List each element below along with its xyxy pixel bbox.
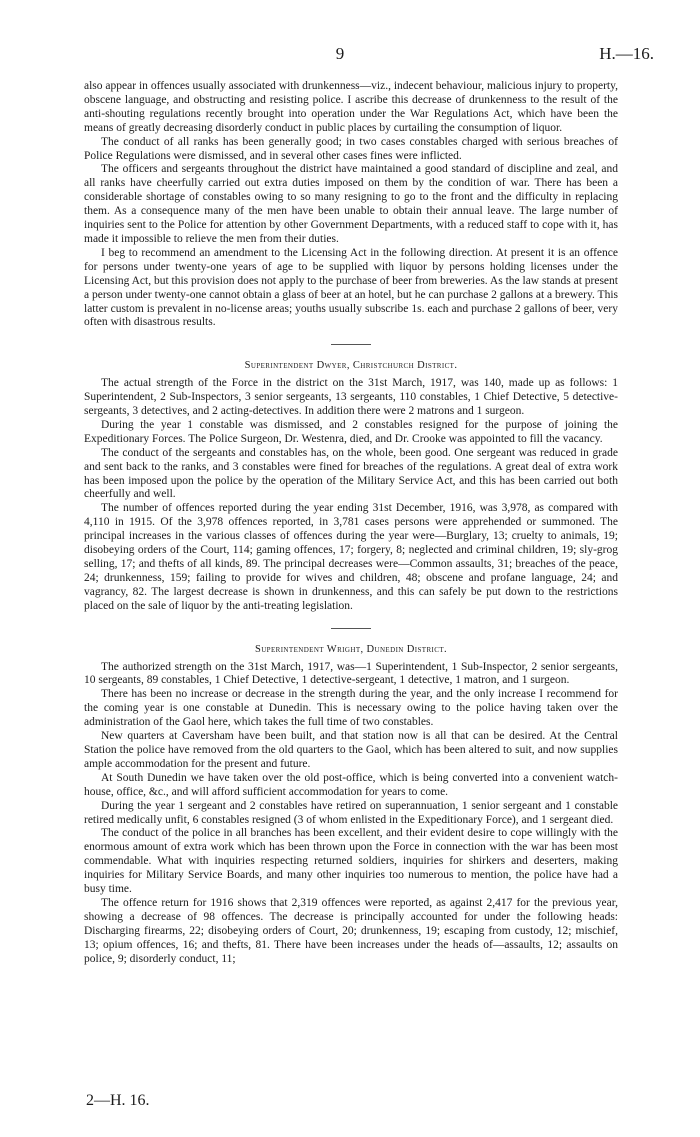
paragraph: I beg to recommend an amendment to the Licensing Act in the following direction. At present it is an offence for persons under twenty-one years of age to be supplied with liquor by persons holding licenses under the Licensing Act, but this provision does not apply to the purchase of beer from breweries. As the law stands at present a person under twenty-one cannot obtain a glass of beer at an hotel, but he can purchase 2 gallons at a brewery. This latter custom is prevalent in no-license areas; youths usually subscribe 1s. each and purchase 2 gallons of beer, very often with disastrous results. [84,246,618,329]
paragraph: The actual strength of the Force in the district on the 31st March, 1917, was 140, made up as follows: 1 Superintendent, 2 Sub-Inspectors, 3 senior sergeants, 13 sergeants, 110 constables, 1 Chief Detective, 5 detective-sergeants, 3 detectives, and 2 acting-detectives. In addition there were 2 matrons and 1 surgeon. [84,377,618,418]
section-heading-dunedin: Superintendent Wright, Dunedin District. [254,643,448,655]
paragraph: At South Dunedin we have taken over the old post-office, which is being converted into a convenient watch-house, office, &c., and will afford sufficient accommodation for years to come. [84,771,618,798]
paragraph: also appear in offences usually associated with drunkenness—viz., indecent behaviour, malicious injury to property, obscene language, and obstructing and resisting police. I ascribe this decrease of drunkenness to the result of the anti-shouting regulations recently brought into operation under the War Regulations Act, which have been the means of greatly decreasing disorderly conduct in public places by curtailing the consumption of liquor. [84,80,618,134]
paragraph: There has been no increase or decrease in the strength during the year, and the only increase I recommend for the coming year is one constable at Dunedin. This is necessary owing to the police having taken over the administration of the Gaol here, which takes the full time of two constables. [84,688,618,729]
paragraph: The officers and sergeants throughout the district have maintained a good standard of discipline and zeal, and all ranks have cheerfully carried out extra duties imposed on them by the condition of war. There has been a considerable shortage of constables owing to so many resigning to go to the front and the difficulty in replacing them. As a consequence many of the men have been unable to obtain their annual leave. The large number of inquiries sent to the Police for attention by other Government Departments, with a reduced staff to cope with it, has made it impossible to relieve the men from their duties. [84,163,618,245]
paragraph: The conduct of the police in all branches has been excellent, and their evident desire to cope willingly with the enormous amount of extra work which has been thrown upon the Force in connection with the war has been most commendable. What with inquiries respecting returned soldiers, inquiries for shirkers and deserters, making inquiries for Military Service Boards, and many other inquiries too numerous to mention, the police have had a busy time. [84,827,618,896]
paragraph: The conduct of all ranks has been generally good; in two cases constables charged with serious breaches of Police Regulations were dismissed, and in several other cases fines were inflicted. [84,135,618,162]
paragraph: New quarters at Caversham have been built, and that station now is all that can be desired. At the Central Station the police have removed from the old quarters to the Gaol, which has been altered to suit, and now supplies ample accommodation for the present and future. [84,730,618,770]
paragraph: During the year 1 sergeant and 2 constables have retired on superannuation, 1 senior sergeant and 1 constable retired medically unfit, 6 constables resigned (3 of whom enlisted in the Expeditionary Force), and 1 sergeant died. [84,799,618,826]
section-divider [331,344,371,345]
paragraph: During the year 1 constable was dismissed, and 2 constables resigned for the purpose of joining the Expeditionary Forces. The Police Surgeon, Dr. Westenra, died, and Dr. Crooke was appointed to fill the vacancy. [84,418,618,445]
paragraph: The offence return for 1916 shows that 2,319 offences were reported, as against 2,417 for the previous year, showing a decrease of 98 offences. The decrease is principally accounted for under the following heads: Discharging firearms, 22; disobeying orders of Court, 20; drunkenness, 19; escaping from custody, 12; mischief, 13; opium offences, 16; and thefts, 81. There have been increases under the heads of—assaults, 12; assaults on police, 9; disorderly conduct, 11; [84,896,618,965]
section-divider [331,628,371,629]
page-body [84,80,618,966]
paragraph: The conduct of the sergeants and constables has, on the whole, been good. One sergeant was reduced in grade and sent back to the ranks, and 3 constables were fined for breaches of the regulations. A great deal of extra work has been imposed upon the police by the operation of the Military Service Act, and this has been carried out both cheerfully and well. [84,446,618,501]
page-number: 9 [335,44,345,63]
section-heading-christchurch: Superintendent Dwyer, Christchurch District. [244,360,458,372]
series-number: H.—16. [599,44,654,63]
signature-mark: 2—H. 16. [86,1092,150,1109]
page-header [0,44,700,70]
paragraph: The authorized strength on the 31st March, 1917, was—1 Superintendent, 1 Sub-Inspector, 2 senior sergeants, 10 sergeants, 89 constables, 1 Chief Detective, 1 detective-sergeant, 1 detective, 1 matron, and 1 surgeon. [84,660,618,687]
paragraph: The number of offences reported during the year ending 31st December, 1916, was 3,978, as compared with 4,110 in 1915. Of the 3,978 offences reported, in 3,781 cases persons were apprehended or summoned. The principal increases in the various classes of offences during the year were—Burglary, 13; cruelty to animals, 19; disobeying orders of the Court, 114; gaming offences, 17; forgery, 8; neglected and criminal children, 19; sly-grog selling, 17; and thefts of all kinds, 89. The principal decreases were—Common assaults, 31; breaches of the peace, 24; drunkenness, 159; failing to provide for wives and children, 48; obscene and profane language, 24; and vagrancy, 82. The largest decrease is shown in drunkenness, and this can safely be put down to the restrictions placed on the sale of liquor by the anti-treating legislation. [84,502,618,612]
